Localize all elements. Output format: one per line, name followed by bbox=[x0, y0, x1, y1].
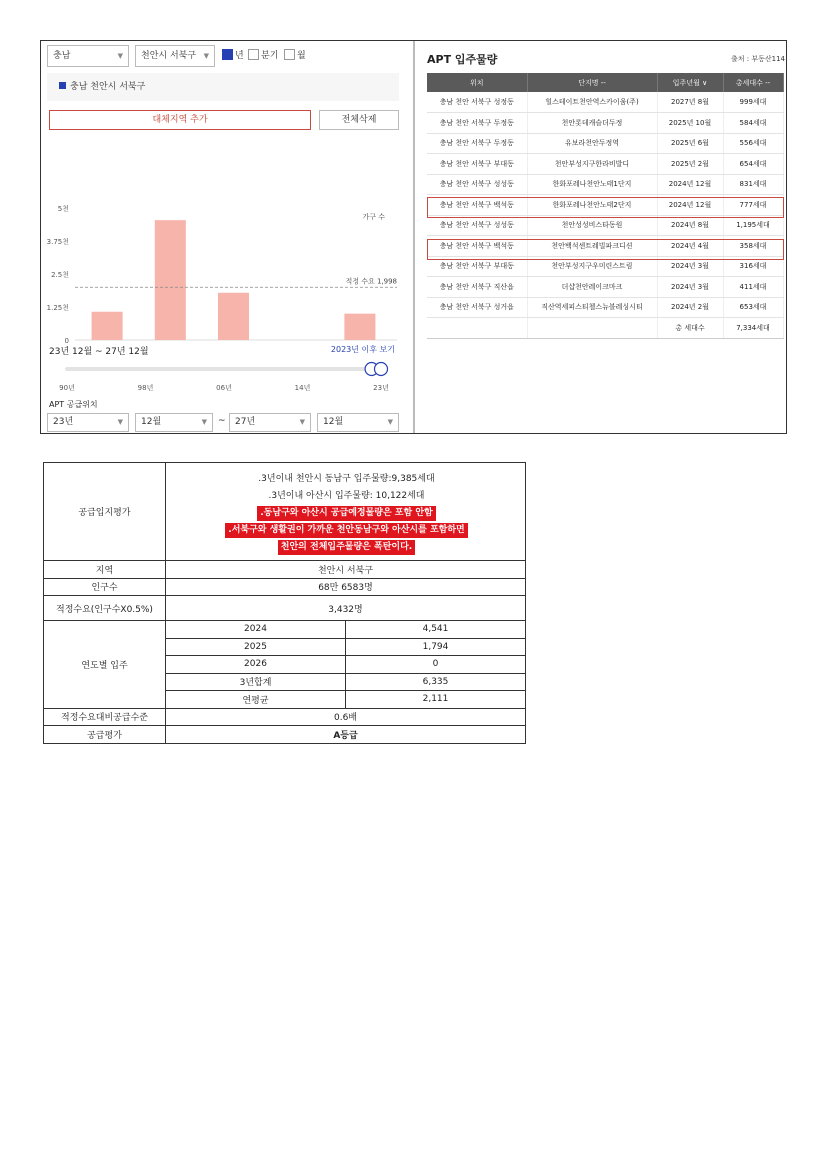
slider-tick-label: 23년 bbox=[373, 384, 389, 392]
to-year-value: 27년 bbox=[235, 417, 256, 427]
bar-2027 bbox=[344, 314, 375, 340]
reference-line-label: 적정 수요 1,998 bbox=[345, 277, 397, 286]
table-cell: 충남 천안 서북구 두정동 bbox=[427, 133, 527, 154]
chevron-down-icon: ▼ bbox=[203, 52, 209, 60]
checkbox-icon bbox=[248, 49, 259, 60]
to-month-value: 12월 bbox=[323, 417, 344, 427]
eval-text-line: .3년이내 천안시 동남구 입주물량:9,385세대 bbox=[258, 474, 435, 484]
eval-highlight-line: .동남구와 아산시 공급예정물량은 포함 안함 bbox=[257, 506, 435, 521]
annual-year: 2026 bbox=[166, 656, 346, 674]
supply-bar-chart bbox=[41, 153, 413, 343]
annual-year: 2025 bbox=[166, 638, 346, 656]
table-cell: 999세대 bbox=[723, 92, 783, 113]
from-year-value: 23년 bbox=[53, 417, 74, 427]
table-row[interactable] bbox=[427, 154, 783, 175]
unit-option-label: 년 bbox=[235, 51, 244, 61]
table-cell: 천안백석센트레빌파크디션 bbox=[527, 236, 657, 257]
table-cell: 358세대 bbox=[723, 236, 783, 257]
supply-evaluation-table bbox=[43, 462, 526, 744]
table-cell: 천안성성비스타동원 bbox=[527, 215, 657, 236]
province-value: 충남 bbox=[53, 51, 71, 61]
table-cell: 777세대 bbox=[723, 195, 783, 216]
to-month-select[interactable] bbox=[317, 413, 399, 432]
slider-tick-label: 14년 bbox=[294, 384, 311, 392]
table-cell: 2025년 6월 bbox=[657, 133, 723, 154]
column-header[interactable]: 위치 bbox=[427, 73, 527, 92]
unit-option-label: 분기 bbox=[261, 51, 279, 61]
delete-all-button[interactable]: 전체삭제 bbox=[319, 110, 399, 130]
column-header[interactable]: 입주년월 ∨ bbox=[657, 73, 723, 92]
ratio-value: 0.6배 bbox=[166, 708, 526, 726]
chevron-down-icon: ▼ bbox=[299, 418, 305, 426]
province-select[interactable] bbox=[47, 45, 129, 67]
region-value: 천안시 서북구 bbox=[166, 561, 526, 579]
y-tick-label: 0 bbox=[64, 337, 69, 343]
sum-label: 총 세대수 bbox=[657, 318, 723, 339]
annual-value: 2,111 bbox=[346, 691, 526, 709]
table-cell: 충남 천안 서북구 성정동 bbox=[427, 92, 527, 113]
from-month-value: 12월 bbox=[141, 417, 162, 427]
table-row[interactable] bbox=[427, 277, 783, 298]
to-year-select[interactable] bbox=[229, 413, 311, 432]
demand-value: 3,432명 bbox=[166, 596, 526, 621]
apt-table-title: APT 입주물량 bbox=[427, 53, 498, 66]
table-cell: 316세대 bbox=[723, 256, 783, 277]
y-tick-label: 2.5천 bbox=[51, 271, 69, 279]
unit-option-0[interactable] bbox=[222, 49, 244, 63]
table-cell: 2024년 3월 bbox=[657, 256, 723, 277]
grade-label: 공급평가 bbox=[44, 726, 166, 744]
left-panel bbox=[41, 41, 415, 433]
eval-text-line: .3년이내 아산시 입주물량: 10,122세대 bbox=[268, 491, 425, 501]
demand-label: 적정수요(인구수X0.5%) bbox=[44, 596, 166, 621]
slider-tick-label: 06년 bbox=[216, 384, 232, 392]
table-cell: 직산역세피스티첼스뉴블레싱시티 bbox=[527, 297, 657, 318]
annual-label: 연도별 입주 bbox=[44, 621, 166, 709]
table-cell: 556세대 bbox=[723, 133, 783, 154]
table-row[interactable] bbox=[427, 113, 783, 134]
table-cell: 2024년 2월 bbox=[657, 297, 723, 318]
table-cell: 411세대 bbox=[723, 277, 783, 298]
right-panel bbox=[417, 41, 787, 433]
table-cell: 2025년 2월 bbox=[657, 154, 723, 175]
table-cell: 충남 천안 서북구 직산읍 bbox=[427, 277, 527, 298]
table-cell: 2024년 12월 bbox=[657, 195, 723, 216]
annual-year: 연평균 bbox=[166, 691, 346, 709]
annual-value: 1,794 bbox=[346, 638, 526, 656]
table-cell: 2027년 8월 bbox=[657, 92, 723, 113]
checkbox-icon bbox=[284, 49, 295, 60]
table-cell: 천안부성지구우미린스트림 bbox=[527, 256, 657, 277]
table-cell: 653세대 bbox=[723, 297, 783, 318]
annual-year: 2024 bbox=[166, 621, 346, 639]
apt-supply-position-label: APT 공급위치 bbox=[49, 400, 98, 409]
bar-2025 bbox=[218, 293, 249, 340]
table-cell: 2024년 12월 bbox=[657, 174, 723, 195]
table-cell: 천안롯데캐슬더두정 bbox=[527, 113, 657, 134]
ratio-label: 적정수요대비공급수준 bbox=[44, 708, 166, 726]
table-cell: 유보라천안두정역 bbox=[527, 133, 657, 154]
population-label: 인구수 bbox=[44, 578, 166, 596]
slider-tick-label: 98년 bbox=[137, 384, 154, 392]
table-cell: 충남 천안 서북구 성성동 bbox=[427, 174, 527, 195]
screenshot-panel bbox=[40, 40, 787, 434]
checkbox-icon bbox=[222, 49, 233, 60]
chevron-down-icon: ▼ bbox=[117, 418, 123, 426]
unit-option-label: 월 bbox=[297, 51, 306, 61]
table-row[interactable] bbox=[427, 92, 783, 113]
period-label: 23년 12월 ~ 27년 12월 bbox=[49, 347, 149, 357]
y-tick-label: 5천 bbox=[57, 205, 69, 213]
annual-value: 4,541 bbox=[346, 621, 526, 639]
table-row[interactable] bbox=[427, 133, 783, 154]
data-source: 출처 : 부동산114 bbox=[731, 55, 785, 63]
range-separator: ~ bbox=[218, 416, 226, 426]
add-alternative-region-button[interactable]: 대체지역 추가 bbox=[49, 110, 311, 130]
annual-row bbox=[44, 621, 526, 639]
table-cell: 충남 천안 서북구 성성동 bbox=[427, 215, 527, 236]
slider-tick-label: 90년 bbox=[59, 384, 75, 392]
annual-year: 3년합계 bbox=[166, 673, 346, 691]
post-2023-link[interactable]: 2023년 이후 보기 bbox=[330, 345, 395, 354]
chevron-down-icon: ▼ bbox=[117, 52, 123, 60]
series-label: 가구 수 bbox=[362, 213, 385, 221]
bar-2024 bbox=[155, 220, 186, 340]
table-cell: 힐스테이트천안역스카이움(주) bbox=[527, 92, 657, 113]
table-cell: 충남 천안 서북구 두정동 bbox=[427, 113, 527, 134]
table-cell: 2024년 8월 bbox=[657, 215, 723, 236]
unit-option-2[interactable] bbox=[284, 49, 306, 63]
table-cell: 충남 천안 서북구 백석동 bbox=[427, 236, 527, 257]
chevron-down-icon: ▼ bbox=[387, 418, 393, 426]
table-cell: 2025년 10월 bbox=[657, 113, 723, 134]
table-row[interactable] bbox=[427, 215, 783, 236]
chevron-down-icon: ▼ bbox=[201, 418, 207, 426]
selected-region-row[interactable] bbox=[47, 73, 399, 101]
table-cell: 654세대 bbox=[723, 154, 783, 175]
from-month-select[interactable] bbox=[135, 413, 213, 432]
year-range-slider[interactable] bbox=[41, 359, 413, 395]
table-cell: 한화포레나천안노태1단지 bbox=[527, 174, 657, 195]
table-cell: 584세대 bbox=[723, 113, 783, 134]
table-cell: 2024년 4월 bbox=[657, 236, 723, 257]
table-cell: 충남 천안 서북구 백석동 bbox=[427, 195, 527, 216]
eval-highlight-line: 천안의 전체입주물량은 폭탄이다. bbox=[278, 540, 415, 555]
unit-option-1[interactable] bbox=[248, 49, 278, 63]
table-cell: 천안부성지구한라비발디 bbox=[527, 154, 657, 175]
highlight-box bbox=[427, 197, 784, 218]
column-header[interactable]: 총세대수 -- bbox=[723, 73, 783, 92]
annual-value: 6,335 bbox=[346, 673, 526, 691]
table-cell: 한화포레나천안노태2단지 bbox=[527, 195, 657, 216]
table-cell: 831세대 bbox=[723, 174, 783, 195]
table-cell: 2024년 3월 bbox=[657, 277, 723, 298]
table-cell: 충남 천안 서북구 성거읍 bbox=[427, 297, 527, 318]
slider-handle-end[interactable] bbox=[375, 363, 388, 376]
table-cell: 충남 천안 서북구 부대동 bbox=[427, 256, 527, 277]
region-label: 지역 bbox=[44, 561, 166, 579]
city-select[interactable] bbox=[135, 45, 215, 67]
bar-2023 bbox=[92, 312, 123, 340]
table-cell: 충남 천안 서북구 부대동 bbox=[427, 154, 527, 175]
table-sum-row bbox=[427, 318, 783, 339]
table-cell bbox=[527, 318, 657, 339]
y-tick-label: 1.25천 bbox=[46, 304, 69, 312]
table-row[interactable] bbox=[427, 174, 783, 195]
table-cell: 더샵천안레이크마크 bbox=[527, 277, 657, 298]
eval-comment bbox=[166, 463, 526, 561]
highlight-box bbox=[427, 239, 784, 260]
population-value: 68만 6583명 bbox=[166, 578, 526, 596]
blue-square-icon bbox=[59, 82, 66, 89]
column-header[interactable]: 단지명 -- bbox=[527, 73, 657, 92]
selected-region-label: 충남 천안시 서북구 bbox=[70, 82, 146, 92]
from-year-select[interactable] bbox=[47, 413, 129, 432]
eval-label: 공급입지평가 bbox=[44, 463, 166, 561]
sum-value: 7,334세대 bbox=[723, 318, 783, 339]
eval-highlight-line: .서북구와 생활권이 가까운 천안동남구와 아산시를 포함하면 bbox=[225, 523, 467, 538]
table-cell bbox=[427, 318, 527, 339]
city-value: 천안시 서북구 bbox=[141, 51, 197, 61]
y-tick-label: 3.75천 bbox=[46, 238, 69, 246]
annual-value: 0 bbox=[346, 656, 526, 674]
grade-value: A등급 bbox=[166, 726, 526, 744]
table-row[interactable] bbox=[427, 297, 783, 318]
table-cell: 1,195세대 bbox=[723, 215, 783, 236]
